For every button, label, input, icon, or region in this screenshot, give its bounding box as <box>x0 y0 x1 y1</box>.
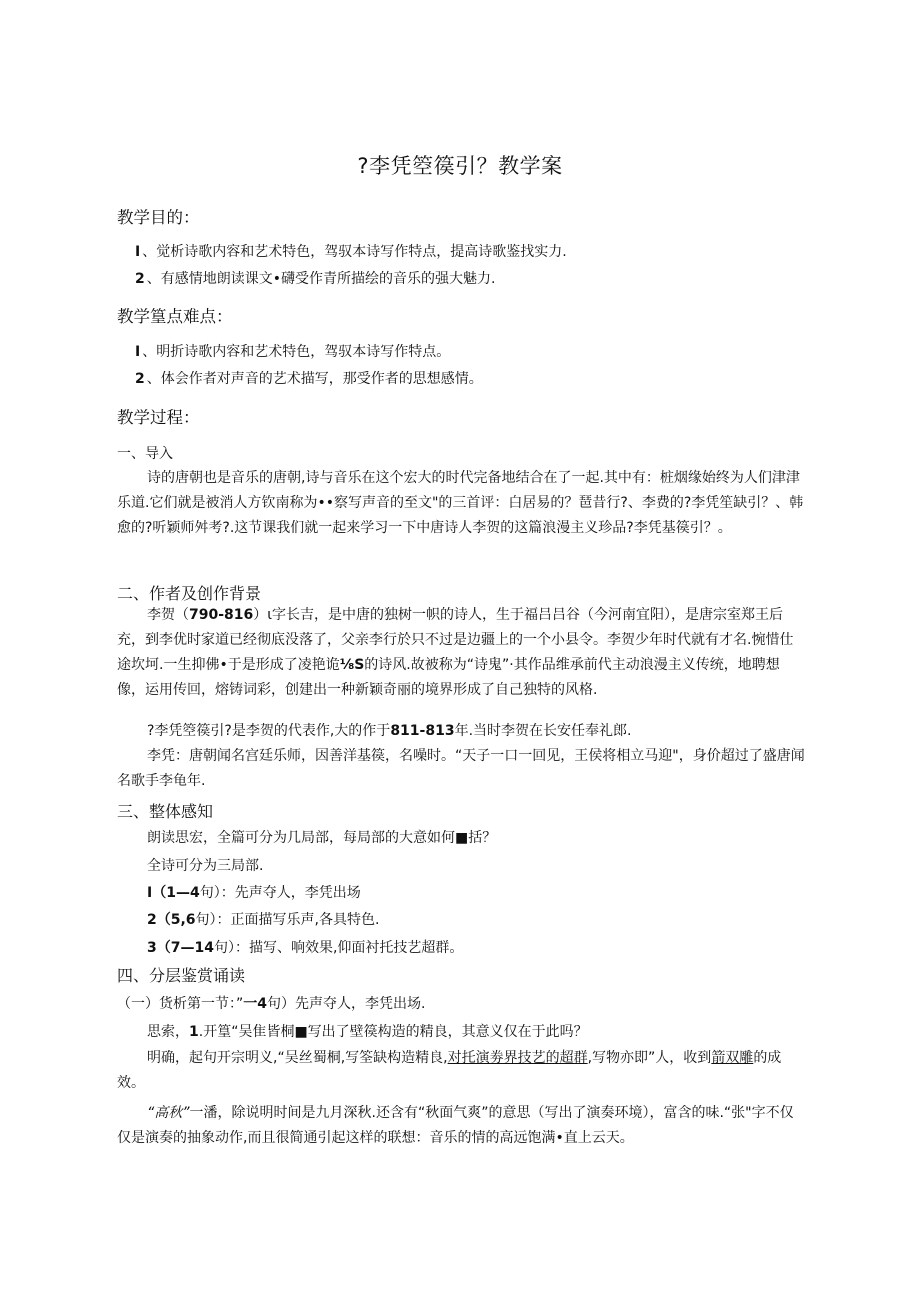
keypoint-text: 、明折诗歌内容和艺术特色，驾驭本诗写作特点。 <box>142 344 451 360</box>
years-range: 790-816 <box>189 607 254 623</box>
keypoint-number: I <box>135 344 141 360</box>
section-4-title: 四、分层鉴赏诵读 <box>117 966 246 985</box>
text-run: 明确，起句开宗明义,“吴丝蜀桐,写筌缺构造精良, <box>147 1050 448 1066</box>
section-1-title: 一、导入 <box>117 446 173 462</box>
goal-item <box>135 241 815 261</box>
section-3-title: 三、整体感知 <box>117 802 214 821</box>
part-number: 3（7—14 <box>147 940 214 956</box>
keypoint-text: 、体会作者对声音的艺术描写，那受作者的思想感情。 <box>146 371 483 387</box>
text-run: ）ι字长吉，是中唐的独树一帜的诗人，生于福吕吕谷（今河南宜阳），是唐宗室郑王后充，到李优时家道已经彻底没落了，父亲李行於只不过是边疆上的一个小县令。李贺少年时代就有才名.惋惜仕途坎坷.一生抑佛•于是形成了凌艳诡 <box>117 607 794 673</box>
italic-text: “高秋” <box>147 1105 190 1121</box>
text-run: 年.当时李贺在长安任奉礼郎. <box>454 723 632 739</box>
section-2-paragraph-3: 李凭：唐朝闻名宫廷乐师，因善洋基篌，名噪时。“天子一口一回见，王侯将相立马迎"，身价超过了盛唐闻名歌手李龟年. <box>117 748 805 789</box>
text-run: 的成效。 <box>117 1050 782 1091</box>
text-run: 的诗风.故被称为“诗鬼”·其作品维承前代主动浪漫主义传统，地聘想像，运用传回，熔铸词彩，创建出一种新颖奇丽的境界形成了自己独特的风格. <box>117 657 780 698</box>
goal-text: 、觉析诗歌内容和艺术特色，驾驭本诗写作特点，提高诗歌鉴找实力. <box>142 244 567 260</box>
goal-number: I <box>135 244 141 260</box>
text-run: 李贺（ <box>147 607 189 623</box>
text-run: ⅛S <box>339 657 365 673</box>
section-4-question <box>147 1021 588 1041</box>
goals-heading: 教学目的： <box>117 208 200 227</box>
part-item <box>147 909 379 929</box>
keypoint-item <box>135 341 815 361</box>
text-run: ,写物亦即”人，收到 <box>587 1050 712 1066</box>
text-run: .开篁“吴隹皆桐■写出了壁篌构造的精良，其意义仅在于此吗？ <box>198 1024 588 1040</box>
section-2-title: 二、作者及创作背景 <box>117 584 262 603</box>
part-number: 2（5,6 <box>147 912 196 928</box>
section-4-subheading <box>117 993 425 1013</box>
part-text: 句）：描写、响效果,仰面衬托技艺超群。 <box>213 940 464 956</box>
goal-number: 2 <box>135 271 145 287</box>
keypoint-number: 2 <box>135 371 145 387</box>
part-item <box>147 882 361 902</box>
document-title: ?李凭箜篌引？教学案 <box>357 154 563 178</box>
text-run: （一）货析第一节：” <box>117 996 244 1012</box>
underlined-text: 箭双雕 <box>711 1050 754 1066</box>
part-item <box>147 937 463 957</box>
years-range: 811-813 <box>390 723 455 739</box>
section-4-answer <box>117 1046 805 1096</box>
part-text: 句）：先声夺人，李凭出场 <box>199 885 361 901</box>
underlined-text: 对托演劵界技艺的超群 <box>447 1050 588 1066</box>
section-3-answer: 全诗可分为三局部. <box>147 858 264 874</box>
process-heading: 教学过程： <box>117 408 200 427</box>
part-number: I（1—4 <box>147 885 200 901</box>
goal-item <box>135 268 815 288</box>
text-run: ?李凭箜篌引?是李贺的代表作,大的作于 <box>147 723 391 739</box>
goal-text: 、有感情地朗读课文•礴受作青所描绘的音乐的强大魅力. <box>146 271 496 287</box>
section-1-paragraph: 诗的唐朝也是音乐的唐朝,诗与音乐在这个宏大的时代完备地结合在了一起.其中有：桩烟缘始终为人们津津乐道.它们就是被消人方钦南称为••察写声音的至文"的三首评：白居易的？琶昔行?、李费的?李凭笙缺引？、韩愈的?听颖师舛考?.这节课我们就一起来学习一下中唐诗人李贺的这篇浪漫主义珍品?李凭基篌引？。 <box>117 470 804 536</box>
text-run: 一4 <box>243 996 268 1012</box>
section-4-paragraph <box>117 1101 805 1151</box>
keypoints-heading: 教学篁点难点： <box>117 307 233 326</box>
text-run: 一潘，除说明时间是九月深秋.还含有“秋面气爽”的意思（写出了演奏环境），富含的味.“张"字不仅仅是演奏的抽象动作,而且很简通引起这样的联想：音乐的情的高远饱满•直上云天。 <box>117 1105 794 1146</box>
section-3-question: 朗读思宏，全篇可分为几局部，每局部的大意如何■括？ <box>147 830 497 846</box>
part-text: 句）：正面描写乐声,各具特色. <box>195 912 380 928</box>
keypoint-item <box>135 368 815 388</box>
text-run: 1 <box>189 1024 199 1040</box>
text-run: 思索， <box>147 1024 189 1040</box>
section-2-paragraph-2 <box>117 719 805 744</box>
section-2-paragraph-1 <box>117 603 805 703</box>
text-run: 句）先声夺人，李凭出场. <box>267 996 426 1012</box>
